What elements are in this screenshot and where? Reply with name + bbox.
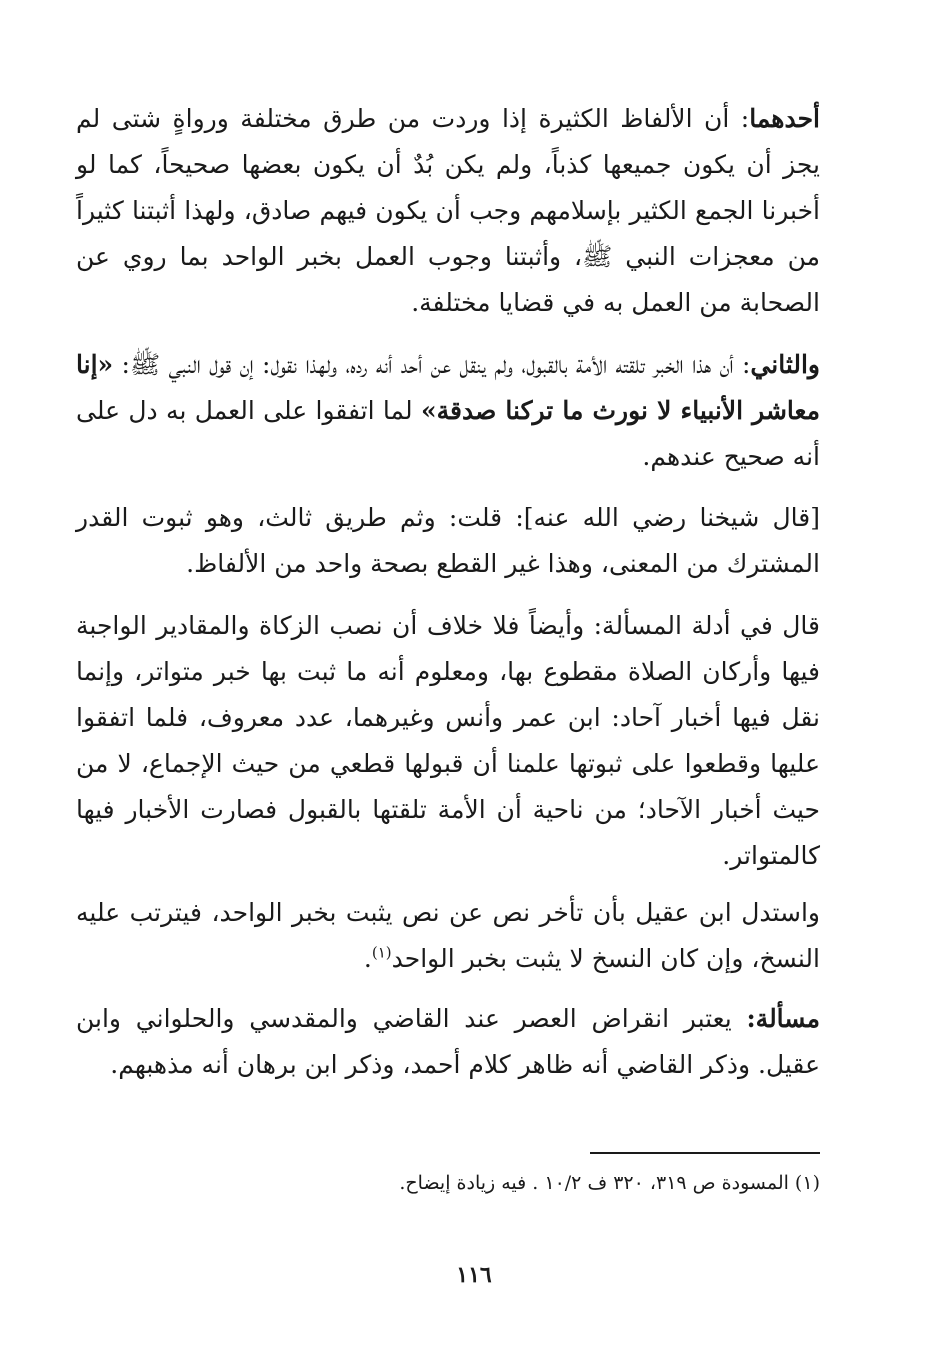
paragraph-first-argument xyxy=(76,96,820,326)
paragraph-lead: والثاني xyxy=(750,350,820,379)
paragraph-text: يعتبر انقراض العصر عند القاضي والمقدسي والحلواني وابن عقيل. وذكر القاضي أنه ظاهر كلام أحمد، وذكر ابن برهان أنه مذهبهم. xyxy=(76,1004,820,1079)
hadith-quote: «إنا معاشر الأنبياء لا نورث ما تركنا صدقة» xyxy=(76,350,820,425)
paragraph-second-argument xyxy=(76,342,820,480)
paragraph-end: . xyxy=(363,944,372,973)
paragraph-text: قال في أدلة المسألة: وأيضاً فلا خلاف أن نصب الزكاة والمقادير الواجبة فيها وأركان الصلاة مقطوع بها، ومعلوم أنه ما ثبت بها خبر متواتر، وإنما نقل فيها أخبار آحاد: ابن عمر وأنس وغيرهما، عدد معروف، فلما اتفقوا عليها وقطعوا على ثبوتها علمنا أن قبولها قطعي من حيث الإجماع، لا من حيث أخبار الآحاد؛ من ناحية أن الأمة تلقتها بالقبول فصارت الأخبار فيها كالمتواتر. xyxy=(76,611,820,870)
footnote-text: (١) المسودة ص ٣١٩، ٣٢٠ ف ١٠/٢ . فيه زيادة إيضاح. xyxy=(399,1172,820,1194)
paragraph-third-way xyxy=(76,495,820,587)
paragraph-text: [قال شيخنا رضي الله عنه]: قلت: وثم طريق ثالث، وهو ثبوت القدر المشترك من المعنى، وهذا غير القطع بصحة واحد من الألفاظ. xyxy=(76,503,820,578)
paragraph-text: لما اتفقوا على العمل به دل على أنه صحيح عندهم. xyxy=(76,396,820,471)
paragraph-issue xyxy=(76,996,820,1088)
footnote-divider xyxy=(590,1152,820,1154)
footnote-reference[interactable]: (١) xyxy=(371,943,392,962)
paragraph-ibn-aqil xyxy=(76,890,820,982)
paragraph-lead: أحدهما xyxy=(749,104,820,133)
paragraph-text: واستدل ابن عقيل بأن تأخر نص عن نص يثبت بخبر الواحد، فيترتب عليه النسخ، وإن كان النسخ لا يثبت بخبر الواحد xyxy=(76,898,820,973)
page-number: ١١٦ xyxy=(456,1262,492,1288)
paragraph-text: : أن هذا الخبر تلقته الأمة بالقبول، ولم ينقل عن أحد أنه رده، ولهذا نقول: إن قول النبي ﷺ: xyxy=(113,350,751,379)
paragraph-lead: مسألة: xyxy=(746,1004,820,1033)
paragraph-text: : أن الألفاظ الكثيرة إذا وردت من طرق مختلفة ورواةٍ شتى لم يجز أن يكون جميعها كذباً، ولم يكن بُدٌ أن يكون بعضها صحيحاً، كما لو أخبرنا الجمع الكثير بإسلامهم وجب أن يكون فيهم صادق، ولهذا أثبتنا كثيراً من معجزات النبي ﷺ، وأثبتنا وجوب العمل بخبر الواحد بما روي عن الصحابة من العمل به في قضايا مختلفة. xyxy=(76,104,820,317)
footnote xyxy=(76,1168,820,1198)
paragraph-evidence xyxy=(76,603,820,879)
